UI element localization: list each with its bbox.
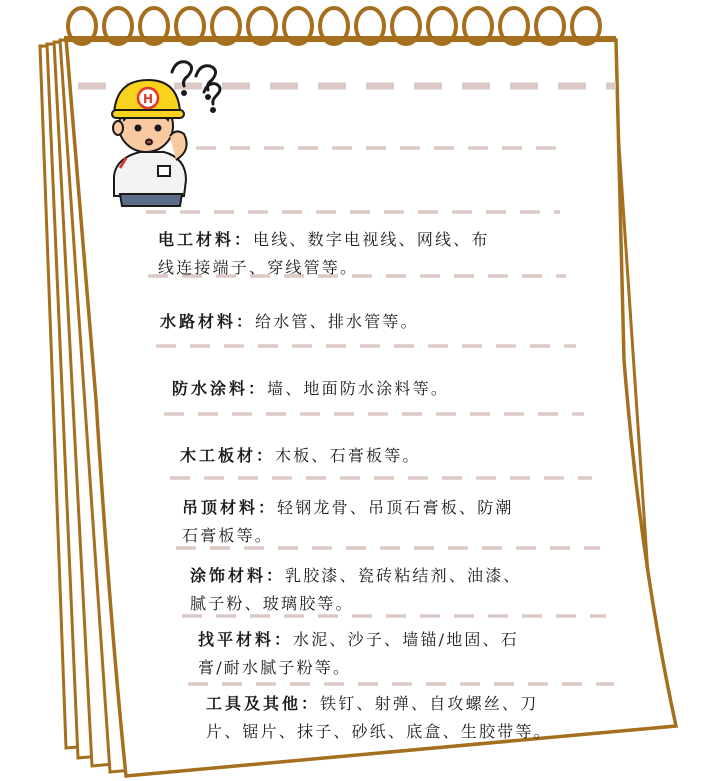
- list-item-leveling: [198, 626, 628, 682]
- item-text-line2: 膏/耐水腻子粉等。: [198, 658, 352, 677]
- svg-text:H: H: [142, 92, 154, 106]
- item-text: 木板、石膏板等。: [275, 446, 421, 465]
- item-text: 水泥、沙子、墙锚/地固、石: [293, 630, 520, 649]
- list-item-tools: [206, 690, 646, 746]
- item-text-line2: 石膏板等。: [182, 526, 274, 545]
- item-label: 找平材料：: [198, 630, 294, 649]
- item-label: 吊顶材料：: [182, 498, 278, 517]
- item-text: 铁钉、射弹、自攻螺丝、刀: [320, 694, 539, 713]
- item-text: 电线、数字电视线、网线、布: [253, 230, 490, 249]
- item-label: 木工板材：: [180, 446, 276, 465]
- item-text-line2: 线连接端子、穿线管等。: [158, 258, 359, 277]
- item-text: 给水管、排水管等。: [255, 312, 419, 331]
- item-text: 轻钢龙骨、吊顶石膏板、防潮: [277, 498, 514, 517]
- list-item-ceiling: [182, 494, 612, 550]
- list-item-carpentry: [180, 442, 610, 470]
- list-item-coating: [190, 562, 620, 618]
- list-item-waterproof: [172, 375, 602, 403]
- item-text: 乳胶漆、瓷砖粘结剂、油漆、: [285, 566, 522, 585]
- item-label: 涂饰材料：: [190, 566, 286, 585]
- item-text-line2: 腻子粉、玻璃胶等。: [190, 594, 354, 613]
- list-item-electrical: [158, 226, 588, 282]
- item-label: 工具及其他：: [206, 694, 321, 713]
- item-label: 水路材料：: [160, 312, 256, 331]
- item-label: 电工材料：: [158, 230, 254, 249]
- item-text: 墙、地面防水涂料等。: [267, 379, 450, 398]
- list-item-plumbing: [160, 308, 590, 336]
- item-text-line2: 片、锯片、抹子、砂纸、底盒、生胶带等。: [206, 722, 552, 741]
- item-label: 防水涂料：: [172, 379, 268, 398]
